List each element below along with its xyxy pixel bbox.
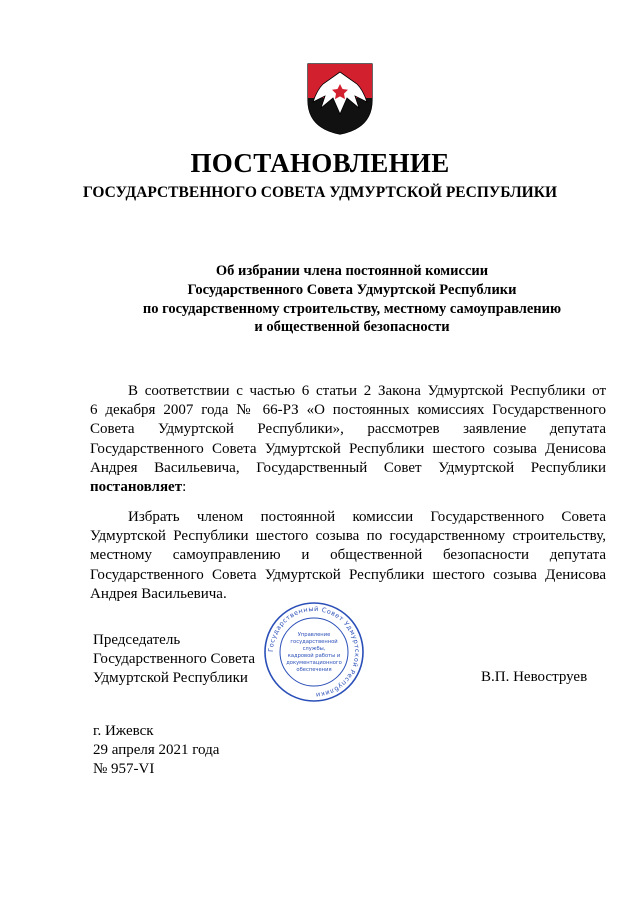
stamp-line: Управление <box>297 632 331 638</box>
paragraph-line: 6 декабря 2007 года № 66-РЗ «О постоянных комиссиях Государственного <box>90 402 606 419</box>
position-line: Председатель <box>93 632 181 648</box>
city: г. Ижевск <box>93 723 154 739</box>
stamp-ring-text: Государственный Совет Удмуртской Республики <box>266 604 362 700</box>
date: 29 апреля 2021 года <box>93 741 220 758</box>
signatory-name: В.П. Невоструев <box>481 669 588 685</box>
heading-line: Об избрании члена постоянной комиссии <box>215 263 489 279</box>
paragraph-line: Избрать членом постоянной комиссии Государственного Совета <box>128 509 606 525</box>
resolution-paragraph <box>90 508 606 604</box>
paragraph-line: Государственного Совета Удмуртской Республики шестого созыва Денисова <box>90 566 606 583</box>
paragraph-line: Государственного Совета Удмуртской Республики шестого созыва Денисова <box>90 440 606 457</box>
heading-line: Государственного Совета Удмуртской Республики <box>187 281 517 298</box>
position-line: Удмуртской Республики <box>93 670 248 686</box>
stamp-line: государственной <box>290 639 338 645</box>
position-line: Государственного Совета <box>93 651 256 667</box>
paragraph-line: Андрея Васильевича. <box>90 585 227 602</box>
paragraph-line: В соответствии с частью 6 статьи 2 Закона Удмуртской Республики от <box>128 383 606 399</box>
paragraph-line: Удмуртской Республики шестого созыва по государственному строительству, <box>90 528 606 545</box>
document-title: ПОСТАНОВЛЕНИЕ <box>190 148 450 178</box>
preamble-paragraph <box>90 382 606 497</box>
paragraph-line: Андрея Васильевича, Государственный Совет Удмуртской Республики <box>90 459 606 476</box>
udmurt-coat-of-arms-icon <box>303 58 377 136</box>
paragraph-line: местному самоуправлению и общественной безопасности депутата <box>90 547 606 564</box>
colon: : <box>182 479 187 496</box>
resolution-heading <box>92 262 612 337</box>
stamp-line: кадровой работы и <box>287 653 341 659</box>
heading-line: по государственному строительству, местному самоуправлению <box>142 300 562 317</box>
heading-line: и общественной безопасности <box>254 319 450 336</box>
document-subtitle: ГОСУДАРСТВЕННОГО СОВЕТА УДМУРТСКОЙ РЕСПУБЛИКИ <box>82 184 558 201</box>
stamp-line: службы, <box>302 646 326 652</box>
document-number: № 957-VI <box>93 760 155 777</box>
official-stamp <box>262 600 366 704</box>
paragraph-line <box>90 478 606 497</box>
stamp-line: документационного <box>286 660 342 666</box>
signatory-position <box>93 631 255 688</box>
stamp-line: обеспечения <box>296 667 332 673</box>
document-footer <box>93 722 219 778</box>
resolves-word: постановляет <box>90 479 183 496</box>
paragraph-line: Совета Удмуртской Республики», рассмотрев заявление депутата <box>90 421 606 438</box>
